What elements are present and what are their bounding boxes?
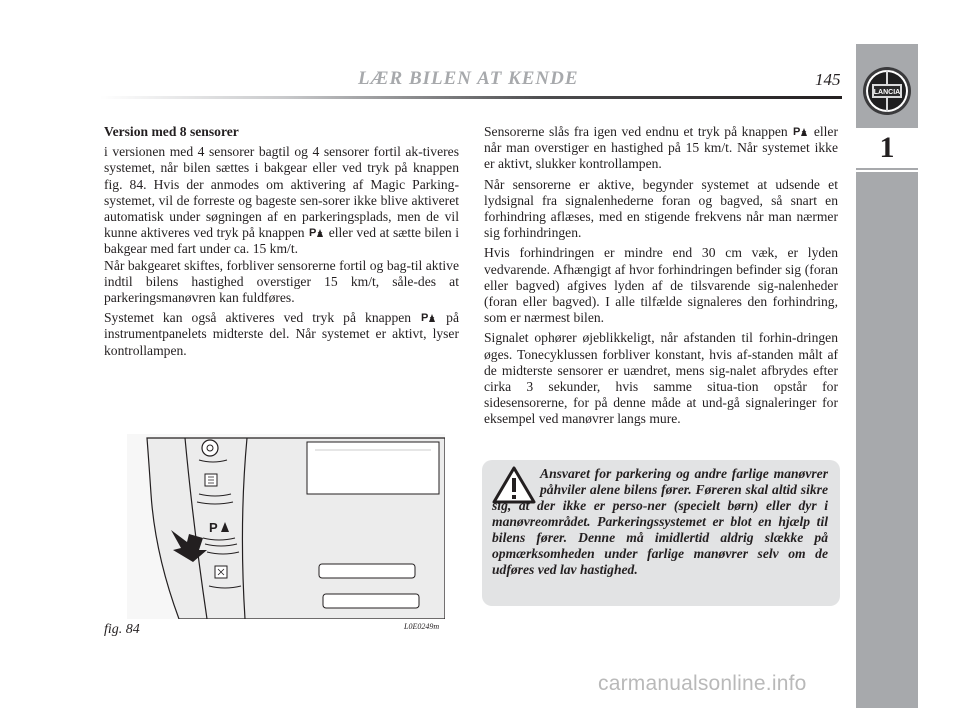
- paragraph-text: eller ved at sætte bilen i bakgear med fart under ca. 15 km/t.: [104, 225, 460, 257]
- park-sensor-button-icon: [793, 125, 808, 137]
- chapter-number: 1: [856, 128, 918, 168]
- paragraph: Når bakgearet skiftes, forbliver sensorerne fortil og bag-til aktive indtil bilens hastighed overstiger 15 km/t, såle-des at parkeringsmanøvren kan fuldføres.: [104, 257, 459, 306]
- warning-text: [492, 466, 828, 578]
- paragraph: [484, 124, 838, 173]
- svg-text:P: P: [793, 126, 801, 137]
- left-column: [104, 124, 459, 363]
- paragraph-text: Systemet kan også aktiveres ved tryk på knappen: [104, 310, 412, 326]
- right-column: [484, 124, 838, 432]
- watermark: carmanualsonline.info: [598, 672, 807, 695]
- paragraph-text: Sensorerne slås fra igen ved endnu et tryk på knappen: [484, 124, 788, 139]
- paragraph: Når sensorerne er aktive, begynder systemet at udsende et lydsignal fra signalenhederne foran og bagved, så snart en forhindring aflæses, med en stigende frekvens når man nærmer sig forhindringen.: [484, 176, 838, 241]
- paragraph-text: på instrumentpanelets midterste del. Når systemet er aktivt, lyser kontrollampen.: [104, 310, 459, 358]
- park-sensor-button-icon: [309, 226, 324, 238]
- figure-code: L0E0249m: [404, 622, 440, 631]
- paragraph: [104, 310, 459, 359]
- paragraph: [104, 144, 459, 257]
- svg-text:P: P: [209, 520, 218, 535]
- svg-text:P: P: [309, 227, 317, 239]
- header-rule: [100, 96, 842, 99]
- figure-84-illustration: [127, 434, 445, 619]
- paragraph: Signalet ophører øjeblikkeligt, når afstanden til forhin-dringen øges. Tonecyklussen forbliver konstant, hvis af-standen målt af de midterste sensorer er uændret, mens sig-nalet afbrydes efter cirka 3 sekunder, hvis samme situa-tion opstår for sidesensorerne, for på denne måde at und-gå signaleringer for eksempel ved manøvrer langs mure.: [484, 330, 838, 427]
- page-number: 145: [815, 70, 841, 89]
- park-sensor-button-icon: [421, 311, 436, 323]
- paragraph-text: i versionen med 4 sensorer bagtil og 4 sensorer fortil ak-tiveres systemet, når bilen sættes i bakgear eller ved tryk på knappen fig. 84. Hvis der anmodes om aktivering af Magic Parking-systemet, vil de forreste og bageste sen-sorer ikke blive aktiveret automatisk under søgningen af en parkeringsplads, men de vil kunne aktiveres ved tryk på knappen: [104, 144, 459, 241]
- lancia-logo-icon: [860, 64, 914, 118]
- figure-caption: fig. 84: [104, 622, 140, 637]
- tab-divider: [856, 170, 918, 172]
- paragraph-text: eller når man overstiger en hastighed på 15 km/t. Når systemet ikke er aktivt, slukker kontrollampen.: [484, 124, 838, 172]
- paragraph: Hvis forhindringen er mindre end 30 cm væk, er lyden vedvarende. Afhængigt af hvor forhindringen befinder sig (foran eller bagved) afgives lyden af de tilsvarende sig-nalenheder (foran eller bagved). I alle tilfælde signaleres den forhindring, som er nærmest bilen.: [484, 245, 838, 326]
- running-title: LÆR BILEN AT KENDE: [358, 68, 579, 89]
- warning-body: Ansvaret for parkering og andre farlige manøvrer påhviler alene bilens fører. Føreren skal altid sikre sig, at der ikke er perso-ner (specielt børn) eller dyr i manøvreområdet. Parkeringssystemet er blot en hjælp til bilens fører. Denne må imidlertid aldrig slække på opmærksomheden under farlige manøvrer selv om de udføres ved lav hastighed.: [492, 466, 828, 577]
- svg-text:LANCIA: LANCIA: [873, 89, 901, 96]
- section-heading: Version med 8 sensorer: [104, 124, 239, 139]
- svg-text:P: P: [421, 312, 429, 324]
